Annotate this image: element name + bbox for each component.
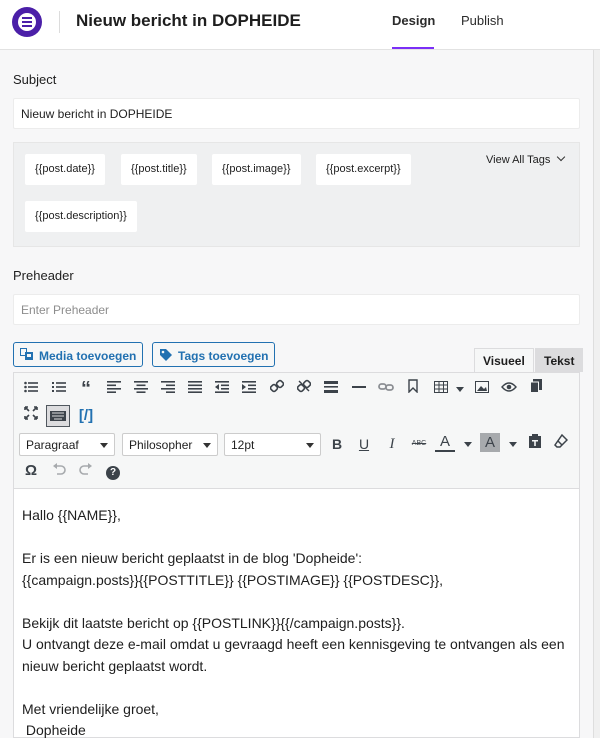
align-center-icon[interactable] [131,379,151,399]
fullscreen-icon[interactable] [21,406,41,426]
caret-down-icon [203,443,211,448]
format-select[interactable] [19,433,115,456]
align-left-icon[interactable] [104,379,124,399]
content-line [22,527,572,549]
tag-chip-post-date[interactable]: {{post.date}} [25,154,105,185]
undo-icon[interactable] [49,461,69,481]
horizontal-rule-icon[interactable] [349,379,369,399]
strikethrough-button[interactable]: ABC [411,440,427,447]
content-line: Met vriendelijke groet, [22,700,159,717]
caret-down-icon [306,443,314,448]
content-line: Er is een nieuw bericht geplaatst in de blog 'Dopheide': [22,550,363,566]
tab-design[interactable]: Design [392,13,436,28]
caret-down-icon [100,443,108,448]
blockquote-icon[interactable]: “ [81,378,91,400]
subject-label: Subject [13,72,57,87]
content-line [22,591,572,613]
special-character-button[interactable]: Ω [24,462,38,479]
remove-link-icon[interactable] [376,379,396,399]
preheader-label: Preheader [13,268,74,283]
tag-chip-post-description[interactable]: {{post.description}} [25,201,137,232]
tag-chip-post-excerpt[interactable]: {{post.excerpt}} [316,154,411,185]
font-family-select[interactable] [122,433,218,456]
numbered-list-icon[interactable] [49,379,69,399]
tags-button-label: Tags toevoegen [178,349,269,363]
editor-toolbar [14,373,579,489]
unlink-icon[interactable] [294,379,314,399]
background-color-button[interactable]: A [480,433,500,452]
content-line: {{campaign.posts}}{{POSTTITLE}} {{POSTIMAGE}} {{POSTDESC}}, [22,571,444,588]
justify-icon[interactable] [185,379,205,399]
rich-text-editor [13,372,580,738]
header-divider [59,11,60,33]
help-icon[interactable] [103,461,123,481]
format-select-value: Paragraaf [26,438,79,452]
preheader-input[interactable]: Enter Preheader [13,294,580,325]
table-icon[interactable] [431,379,451,399]
tag-chip-post-title[interactable]: {{post.title}} [121,154,197,185]
copy-icon[interactable] [526,379,546,399]
paste-text-icon[interactable] [525,434,545,454]
text-color-dropdown-icon[interactable] [458,434,478,454]
chevron-down-icon [557,153,565,161]
scrollbar[interactable] [593,50,600,738]
bold-button[interactable]: B [331,436,343,452]
keyboard-toggle-icon[interactable] [46,405,70,427]
tags-toevoegen-button[interactable] [152,342,275,367]
font-size-select-value: 12pt [231,438,255,452]
image-icon[interactable] [472,379,492,399]
font-family-select-value: Philosopher [129,438,193,452]
font-size-select[interactable] [224,433,321,456]
bullet-list-icon[interactable] [21,379,41,399]
text-color-button[interactable]: A [435,433,455,452]
table-dropdown-icon[interactable] [450,379,470,399]
link-icon[interactable] [267,379,287,399]
view-all-tags-toggle[interactable] [486,154,564,166]
tag-icon [159,348,173,360]
view-all-tags-label: View All Tags [486,154,551,166]
editor-content[interactable] [22,505,572,738]
tab-publish[interactable]: Publish [461,13,504,28]
content-line: U ontvangt deze e-mail omdat u gevraagd heeft een kennisgeving te ontvangen als een nieuw bericht geplaatst wordt. [22,636,565,674]
bookmark-icon[interactable] [403,379,423,399]
tag-panel [13,142,580,247]
media-button-label: Media toevoegen [39,349,137,363]
active-tab-indicator [392,47,434,49]
redo-icon[interactable] [76,461,96,481]
content-line: Bekijk dit laatste bericht op {{POSTLINK}}{{/campaign.posts}}. [22,614,405,631]
app-logo-icon[interactable] [12,7,42,37]
content-line: Hallo {{NAME}}, [22,507,121,523]
content-line: Dopheide [22,722,86,738]
indent-icon[interactable] [239,379,259,399]
background-color-dropdown-icon[interactable] [503,434,523,454]
tab-tekst[interactable]: Tekst [535,348,583,372]
page-title: Nieuw bericht in DOPHEIDE [76,11,301,30]
help-glyph: ? [106,466,120,480]
media-icon [20,348,34,360]
subject-input[interactable]: Nieuw bericht in DOPHEIDE [13,98,580,129]
underline-button[interactable]: U [358,436,370,452]
app-header [0,0,600,50]
outdent-icon[interactable] [212,379,232,399]
read-more-icon[interactable] [321,379,341,399]
align-right-icon[interactable] [158,379,178,399]
tab-visueel[interactable]: Visueel [474,348,534,372]
media-toevoegen-button[interactable] [13,342,143,367]
clear-formatting-icon[interactable] [551,434,571,454]
tag-chip-post-image[interactable]: {{post.image}} [212,154,301,185]
preview-eye-icon[interactable] [499,379,519,399]
italic-button[interactable]: I [389,436,395,452]
content-line [22,677,572,699]
shortcode-button[interactable]: [/] [78,407,94,424]
